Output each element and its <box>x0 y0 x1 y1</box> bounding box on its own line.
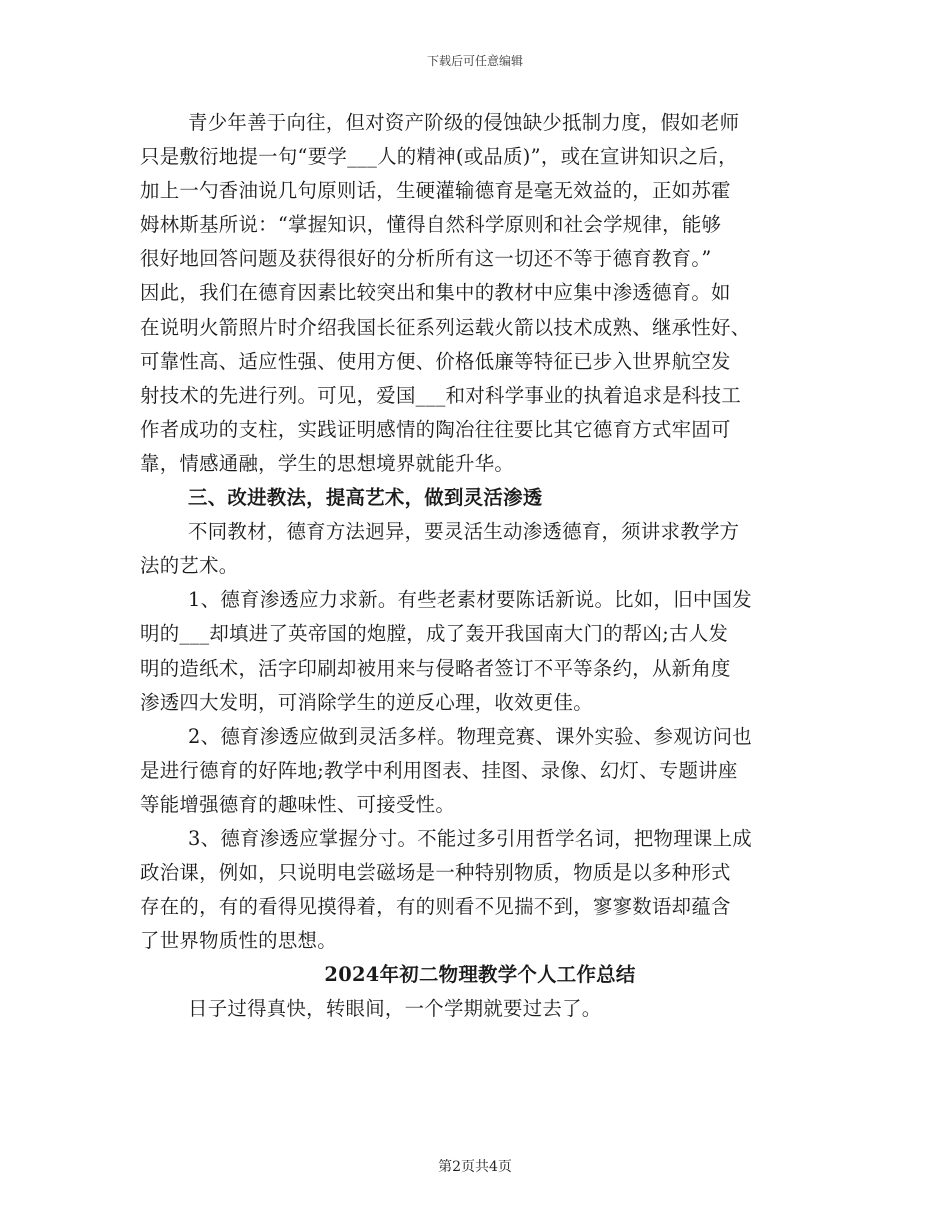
document-body <box>140 106 820 1027</box>
text-line: 姆林斯基所说：“掌握知识，懂得自然科学原则和社会学规律，能够 <box>140 213 722 237</box>
text-line: 等能增强德育的趣味性、可接受性。 <box>140 792 456 816</box>
text-line: 射技术的先进行列。可见，爱国___和对科学事业的执着追求是科技工 <box>140 383 742 407</box>
text-line: 可靠性高、适应性强、使用方便、价格低廉等特征已步入世界航空发 <box>140 349 731 373</box>
text-line: 明的造纸术，活字印刷却被用来与侵略者签订不平等条约，从新角度 <box>140 656 731 680</box>
text-line: 渗透四大发明，可消除学生的逆反心理，收效更佳。 <box>140 690 593 714</box>
text-line: 加上一勺香油说几句原则话，生硬灌输德育是毫无效益的，正如苏霍 <box>140 179 731 203</box>
text-line: 在说明火箭照片时介绍我国长征系列运载火箭以技术成熟、继承性好、 <box>140 315 751 339</box>
text-line: 3、德育渗透应掌握分寸。不能过多引用哲学名词，把物理课上成 <box>188 826 752 850</box>
text-line: 法的艺术。 <box>140 554 239 578</box>
text-line: 因此，我们在德育因素比较突出和集中的教材中应集中渗透德育。如 <box>140 281 731 305</box>
text-line: 很好地回答问题及获得很好的分析所有这一切还不等于德育教育。” <box>140 247 712 271</box>
text-line: 是进行德育的好阵地;教学中利用图表、挂图、录像、幻灯、专题讲座 <box>140 758 738 782</box>
text-line: 青少年善于向往，但对资产阶级的侵蚀缺少抵制力度，假如老师 <box>188 111 740 134</box>
text-line: 靠，情感通融，学生的思想境界就能升华。 <box>140 451 515 475</box>
text-line: 作者成功的支柱，实践证明感情的陶冶往往要比其它德育方式牢固可 <box>140 417 731 441</box>
text-line: 2、德育渗透应做到灵活多样。物理竞赛、课外实验、参观访问也 <box>188 724 752 748</box>
text-line: 存在的，有的看得见摸得着，有的则看不见揣不到，寥寥数语却蕴含 <box>140 895 731 919</box>
text-line: 了世界物质性的思想。 <box>140 929 337 953</box>
text-line: 政治课，例如，只说明电尝磁场是一种特别物质，物质是以多种形式 <box>140 861 731 885</box>
page-footer: 第2页共4页 <box>438 1159 512 1175</box>
section-heading: 三、改进教法，提高艺术，做到灵活渗透 <box>188 486 543 510</box>
text-line: 明的___却填进了英帝国的炮膛，成了轰开我国南大门的帮凶;古人发 <box>140 622 729 646</box>
text-line: 1、德育渗透应力求新。有些老素材要陈话新说。比如，旧中国发 <box>188 588 752 612</box>
page-header: 下载后可任意编辑 <box>426 54 523 68</box>
document-title: 2024年初二物理教学个人工作总结 <box>324 963 636 987</box>
text-line: 只是敷衍地提一句“要学___人的精神(或品质)”，或在宣讲知识之后， <box>140 145 738 169</box>
text-line: 日子过得真快，转眼间，一个学期就要过去了。 <box>188 997 602 1021</box>
text-line: 不同教材，德育方法迥异，要灵活生动渗透德育，须讲求教学方 <box>188 520 740 544</box>
